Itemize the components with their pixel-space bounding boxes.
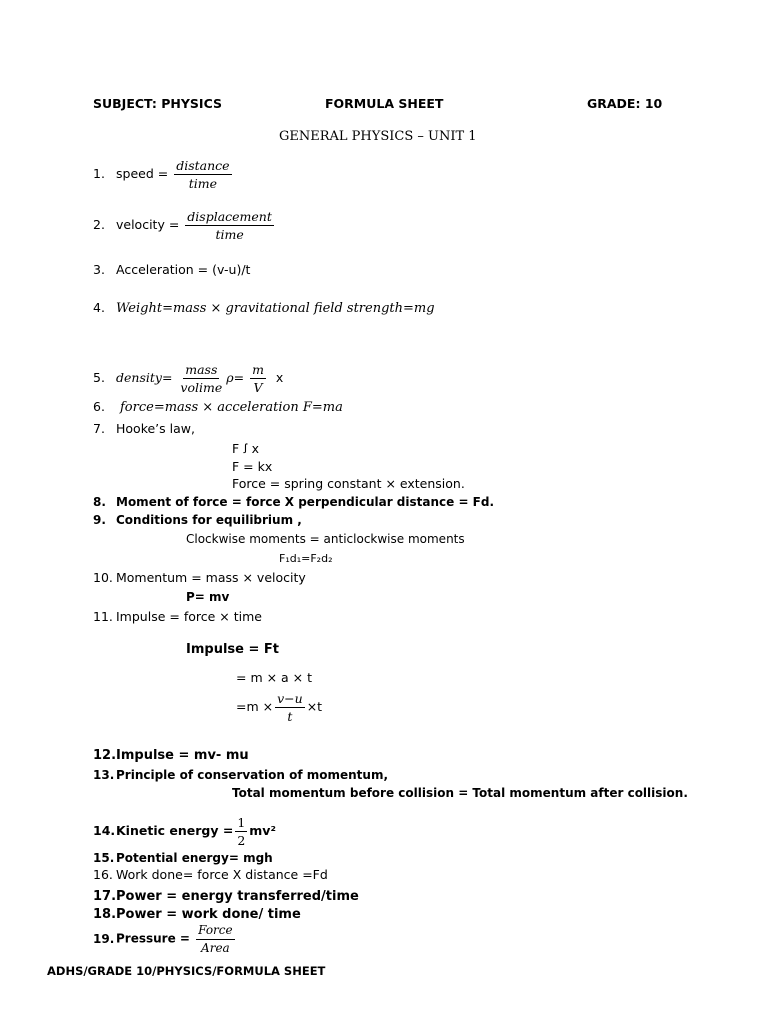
- impulse-mat: = m × a × t: [236, 670, 313, 685]
- formula-1: 1. speed = $\frac{\text{distance}}{\text{time}}$: [93, 158, 230, 192]
- formula-11: 11. Impulse = force × time: [93, 609, 262, 624]
- formula-6: 6. force=mass × acceleration F=ma: [93, 399, 343, 415]
- formula-7: 7. Hooke’s law,: [93, 421, 195, 436]
- formula-9: 9. Conditions for equilibrium ,: [93, 513, 302, 527]
- equilibrium-equation: F₁d₁=F₂d₂: [279, 552, 333, 565]
- formula-8: 8. Moment of force = force X perpendicular distance = Fd.: [93, 495, 495, 509]
- formula-4: 4. Weight=mass × gravitational field strength=mg: [93, 300, 435, 316]
- formula-16: 16. Work done= force X distance =Fd: [93, 867, 328, 882]
- formula-19: 19. Pressure = $\frac{\text{Force}}{\text{Area}}$: [93, 923, 233, 955]
- formula-1-fraction: $\frac{\text{distance}}{\text{time}}$: [176, 158, 230, 192]
- formula-5-fraction-mass: $\frac{\text{mass}}{volime}$: [180, 362, 223, 396]
- hookes-law-equation: F = kx: [232, 459, 273, 474]
- formula-2-fraction: $\frac{\text{displacement}}{\text{time}}$: [187, 209, 272, 243]
- equilibrium-moments: Clockwise moments = anticlockwise moments: [186, 532, 465, 546]
- impulse-ft: Impulse = Ft: [186, 642, 279, 657]
- formula-1-label: speed =: [116, 166, 169, 182]
- page-footer: ADHS/GRADE 10/PHYSICS/FORMULA SHEET: [47, 964, 326, 978]
- formula-2-label: velocity =: [116, 217, 180, 233]
- impulse-fraction: $\frac{v-u}{t}$: [277, 691, 303, 725]
- conservation-statement: Total momentum before collision = Total momentum after collision.: [232, 786, 688, 800]
- formula-17: 17.Power = energy transferred/time: [93, 889, 359, 904]
- sheet-title: FORMULA SHEET: [325, 96, 444, 111]
- grade-label: GRADE: 10: [587, 96, 663, 111]
- formula-13: 13. Principle of conservation of momentum,: [93, 768, 389, 782]
- momentum-equation: P= mv: [186, 590, 230, 604]
- formula-15: 15. Potential energy= mgh: [93, 851, 273, 865]
- hookes-law-words: Force = spring constant × extension.: [232, 476, 465, 491]
- impulse-fraction-line: =m × $\frac{v-u}{t}$ ×t: [236, 691, 323, 725]
- kinetic-energy-fraction: $\frac{1}{2}$: [237, 815, 246, 849]
- hookes-law-proportional: F ꭍ x: [232, 441, 260, 456]
- formula-5-fraction-m: $\frac{m}{V}$: [252, 362, 264, 396]
- pressure-fraction: $\frac{\text{Force}}{\text{Area}}$: [198, 923, 233, 955]
- formula-10: 10. Momentum = mass × velocity: [93, 570, 306, 585]
- formula-2: 2. velocity = $\frac{\text{displacement}}{\text{time}}$: [93, 209, 272, 243]
- formula-14: 14.Kinetic energy = $\frac{1}{2}$ mv²: [93, 815, 276, 849]
- formula-3: 3. Acceleration = (v-u)/t: [93, 262, 251, 277]
- unit-title: GENERAL PHYSICS – UNIT 1: [279, 129, 477, 144]
- formula-12: 12.Impulse = mv- mu: [93, 748, 249, 763]
- formula-18: 18.Power = work done/ time: [93, 907, 301, 922]
- formula-5: 5. density= $\frac{\text{mass}}{volime}$ ρ= $\frac{m}{V}$ x: [93, 362, 284, 396]
- subject-label: SUBJECT: PHYSICS: [93, 96, 222, 111]
